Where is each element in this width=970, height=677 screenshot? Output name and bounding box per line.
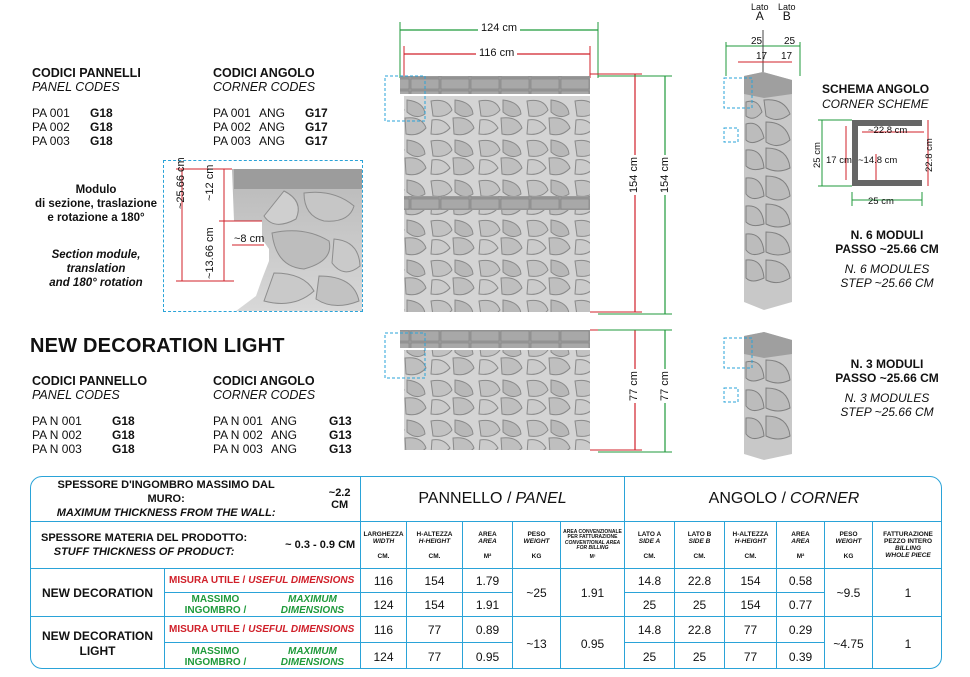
- table-cell: ~25: [513, 569, 561, 617]
- table-cell: 14.8: [625, 617, 675, 643]
- col-area-header: AREA AREA M²: [463, 522, 513, 569]
- list-item: PA 003 ANG G17: [213, 134, 328, 148]
- table-cell: 0.77: [777, 593, 825, 617]
- table-cell: 0.89: [463, 617, 513, 643]
- table-cell: ~4.75: [825, 617, 873, 669]
- dim-25a-label: 25: [751, 36, 763, 47]
- height-77-inner-label: 77 cm: [628, 371, 640, 401]
- stuff-thickness-cell: SPESSORE MATERIA DEL PRODOTTO: STUFF THICKNESS OF PRODUCT: ~ 0.3 - 0.9 CM: [31, 522, 361, 569]
- list-item: PA 001 G18: [32, 106, 113, 120]
- col-width-header: LARGHEZZA WIDTH CM.: [361, 522, 407, 569]
- dim-12-label: ~12 cm: [204, 164, 216, 201]
- list-item: PA N 002 ANG G13: [213, 428, 352, 442]
- table-cell: 154: [407, 593, 463, 617]
- dim-2566-label: ~25.66 cm: [175, 157, 187, 209]
- col-area2-header: AREA AREA M²: [777, 522, 825, 569]
- module-caption-en: Section module, translation and 180° rotation: [49, 249, 143, 289]
- table-cell: ~9.5: [825, 569, 873, 617]
- table-cell: 1: [904, 636, 912, 651]
- scheme-heading: SCHEMA ANGOLO CORNER SCHEME: [822, 82, 930, 111]
- max-thickness-cell: SPESSORE D'INGOMBRO MASSIMO DAL MURO: MAXIMUM THICKNESS FROM THE WALL: ~2.2 CM: [31, 477, 361, 522]
- useful-dims-label: MISURA UTILE / USEFUL DIMENSIONS: [165, 569, 361, 593]
- table-cell: 0.39: [777, 643, 825, 669]
- max-dims-label: MASSIMO INGOMBRO / MAXIMUM DIMENSIONS: [165, 643, 361, 669]
- table-cell: 1.91: [463, 593, 513, 617]
- table-cell: 14.8: [625, 569, 675, 593]
- modules-3-block: N. 3 MODULI PASSO ~25.66 CM N. 3 MODULES STEP ~25.66 CM: [835, 357, 939, 419]
- list-item: PA N 001 ANG G13: [213, 414, 352, 428]
- table-cell: 22.8: [675, 569, 725, 593]
- module-caption-it: Modulo di sezione, traslazione e rotazione a 180°: [34, 184, 158, 224]
- table-cell: 25: [675, 643, 725, 669]
- list-item: PA 002 G18: [32, 120, 113, 134]
- height-77-outer-label: 77 cm: [659, 371, 671, 401]
- corner-codes-block: [213, 66, 383, 148]
- light-title: NEW DECORATION LIGHT: [30, 335, 285, 357]
- section-module-image: [163, 157, 363, 312]
- corner-drawings: [718, 2, 814, 462]
- table-cell: 25: [625, 593, 675, 617]
- scheme-25-side-label: 25 cm: [812, 142, 823, 168]
- light-panel-codes-heading: CODICI PANNELLO: [32, 374, 148, 388]
- list-item: PA 003 G18: [32, 134, 113, 148]
- max-dims-label: MASSIMO INGOMBRO / MAXIMUM DIMENSIONS: [165, 593, 361, 617]
- side-a-label: Lato A: [751, 2, 769, 23]
- list-item: PA 001 ANG G17: [213, 106, 328, 120]
- table-cell: 0.58: [777, 569, 825, 593]
- dim-17a-label: 17: [756, 51, 768, 62]
- table-cell: 0.95: [561, 617, 625, 669]
- panel-codes-heading: CODICI PANNELLI: [32, 66, 141, 80]
- table-cell: 0.95: [463, 643, 513, 669]
- list-item: PA N 003 G18: [32, 442, 135, 456]
- modules-6-block: N. 6 MODULI PASSO ~25.66 CM N. 6 MODULES STEP ~25.66 CM: [835, 228, 939, 290]
- panel-codes-subheading: PANEL CODES: [32, 80, 120, 94]
- panel-header: PANNELLO / PANEL: [361, 477, 625, 522]
- col-height2-header: H-ALTEZZA H-HEIGHT CM.: [725, 522, 777, 569]
- table-cell: 154: [407, 569, 463, 593]
- col-side-a-header: LATO A SIDE A CM.: [625, 522, 675, 569]
- col-weight-header: PESO WEIGHT KG: [513, 522, 561, 569]
- table-cell: 77: [725, 617, 777, 643]
- light-corner-codes-block: [213, 374, 383, 456]
- useful-dims-label: MISURA UTILE / USEFUL DIMENSIONS: [165, 617, 361, 643]
- scheme-228-label: ~22.8 cm: [868, 125, 908, 136]
- width-124-label: 124 cm: [478, 22, 520, 34]
- list-item: PA N 001 G18: [32, 414, 135, 428]
- panel-codes-block: [32, 66, 202, 148]
- light-panel-codes-block: [32, 374, 202, 456]
- table-cell: 0.29: [777, 617, 825, 643]
- dim-1366-label: ~13.66 cm: [204, 227, 216, 279]
- col-weight2-header: PESO WEIGHT KG: [825, 522, 873, 569]
- scheme-148-label: ~14.8 cm: [858, 155, 898, 166]
- scheme-25-bottom-label: 25 cm: [868, 196, 894, 207]
- col-billing-header: FATTURAZIONE PEZZO INTERO BILLING WHOLE PIECE: [873, 522, 942, 569]
- corner-header: ANGOLO / CORNER: [625, 477, 942, 522]
- dim-8-label: ~8 cm: [234, 233, 265, 245]
- row-new-decoration-light: NEW DECORATION LIGHT: [31, 617, 165, 669]
- list-item: PA 002 ANG G17: [213, 120, 328, 134]
- scheme-228-side-label: 22.8 cm: [924, 138, 935, 172]
- list-item: PA N 002 G18: [32, 428, 135, 442]
- table-cell: 1.79: [463, 569, 513, 593]
- col-conv-area-header: AREA CONVENZIONALE PER FATTURAZIONE CONVENTIONAL AREA FOR BILLING M²: [561, 522, 625, 569]
- table-cell: 22.8: [675, 617, 725, 643]
- row-new-decoration: NEW DECORATION: [31, 569, 165, 617]
- list-item: PA N 003 ANG G13: [213, 442, 352, 456]
- table-cell: 116: [361, 617, 407, 643]
- height-154-inner-label: 154 cm: [628, 156, 640, 193]
- light-corner-codes-subheading: CORNER CODES: [213, 388, 316, 402]
- light-panel-codes-subheading: PANEL CODES: [32, 388, 120, 402]
- corner-codes-heading: CODICI ANGOLO: [213, 66, 315, 80]
- table-cell: 77: [407, 617, 463, 643]
- dim-17b-label: 17: [781, 51, 793, 62]
- table-cell: 25: [675, 593, 725, 617]
- table-cell: 77: [725, 643, 777, 669]
- table-cell: 25: [625, 643, 675, 669]
- table-cell: ~13: [513, 617, 561, 669]
- table-cell: 154: [725, 593, 777, 617]
- table-cell: 124: [361, 593, 407, 617]
- scheme-17-label: 17 cm: [826, 155, 852, 166]
- dim-25b-label: 25: [784, 36, 796, 47]
- height-154-outer-label: 154 cm: [659, 156, 671, 193]
- table-cell: 1.91: [561, 569, 625, 617]
- width-116-label: 116 cm: [476, 47, 517, 59]
- light-corner-codes-heading: CODICI ANGOLO: [213, 374, 315, 388]
- col-height-header: H-ALTEZZA H-HEIGHT CM.: [407, 522, 463, 569]
- table-cell: 154: [725, 569, 777, 593]
- specs-table: [30, 476, 942, 669]
- table-cell: 124: [361, 643, 407, 669]
- table-cell: 77: [407, 643, 463, 669]
- side-b-label: Lato B: [778, 2, 796, 23]
- table-cell: 116: [361, 569, 407, 593]
- table-cell: 1: [873, 569, 942, 617]
- corner-codes-subheading: CORNER CODES: [213, 80, 316, 94]
- col-side-b-header: LATO B SIDE B CM.: [675, 522, 725, 569]
